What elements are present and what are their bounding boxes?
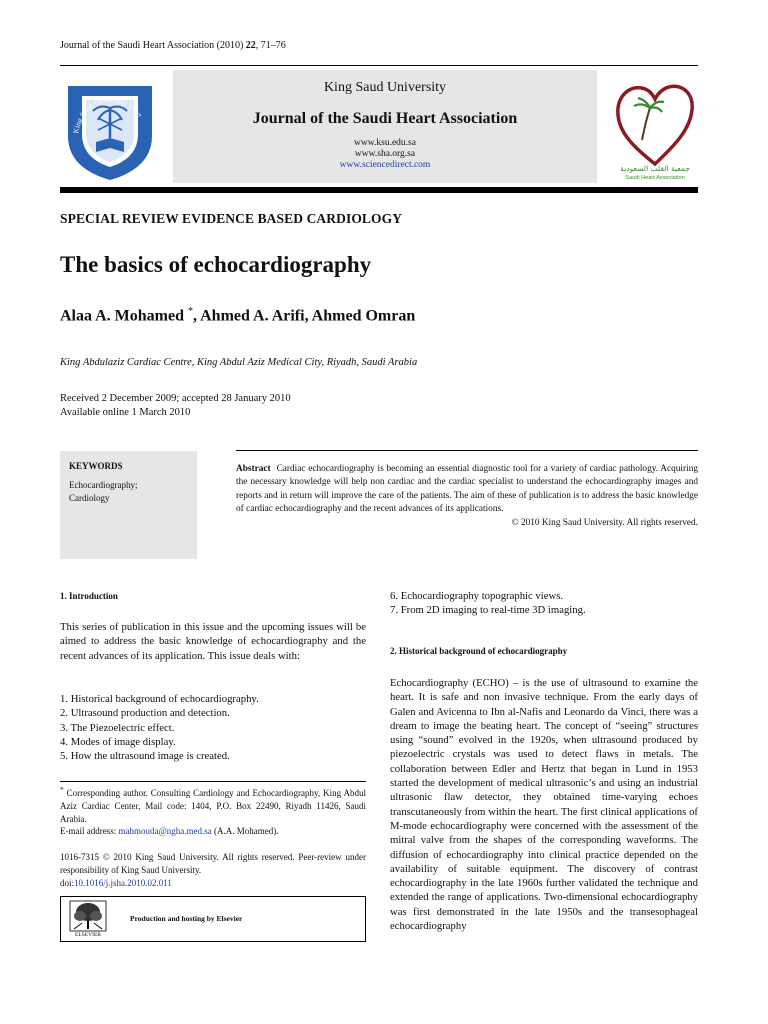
affiliation: King Abdulaziz Cardiac Centre, King Abdul Aziz Medical City, Riyadh, Saudi Arabia bbox=[60, 357, 418, 368]
sha-logo-arabic: جمعية القلب السعودية bbox=[620, 164, 690, 173]
list-item: 5. How the ultrasound image is created. bbox=[60, 750, 230, 763]
email-label: E-mail address: bbox=[60, 826, 119, 837]
author-1[interactable]: Alaa A. Mohamed bbox=[60, 307, 188, 325]
header-bottom-rule bbox=[60, 187, 698, 193]
topic-list bbox=[60, 692, 259, 763]
available-date: Available online 1 March 2010 bbox=[60, 407, 191, 418]
abstract-text: Cardiac echocardiography is becoming an essential diagnostic tool for a variety of cardiac pathology. Acquiring the necessary knowledge will help non cardiac and the cardiac specialist to understand the echocardiography images and reports and in return will improve the care of the patients. The aim of these of publication is to address the basic knowledge of cardiac echocardiography and the recent advances of its applications. bbox=[236, 464, 698, 515]
seal-text: King Saud University 1957 bbox=[71, 94, 143, 135]
footnote bbox=[60, 784, 366, 838]
authors-rest: , Ahmed A. Arifi, Ahmed Omran bbox=[193, 307, 416, 325]
received-date: Received 2 December 2009; accepted 28 January 2010 bbox=[60, 393, 291, 404]
issn-notice bbox=[60, 851, 366, 889]
corresponding-mark[interactable]: * bbox=[188, 306, 193, 317]
topic-list-continued bbox=[390, 589, 586, 618]
sha-logo-english: Saudi Heart Association bbox=[625, 175, 685, 181]
keywords-list bbox=[69, 479, 137, 505]
abstract-copyright: © 2010 King Saud University. All rights reserved. bbox=[511, 517, 698, 528]
list-item: 2. Ultrasound production and detection. bbox=[60, 707, 230, 720]
king-saud-university-seal-icon bbox=[60, 72, 160, 182]
abstract bbox=[236, 463, 698, 530]
author-list bbox=[60, 306, 415, 325]
journal-volume: 22 bbox=[245, 40, 256, 51]
history-paragraph: Echocardiography (ECHO) – is the use of ultrasound to examine the heart. It is safe and non invasive technique. From the early days of Galen and Avicenna to Ibn al-Nafis and Leonardo da Vinci, there was a dream to image the beating heart. The concept of “seeing” structures using “sound” evolved in the 1920s, when ultrasound produced by piezoelectric crystals was used to detect flaws in metals. The collaboration between Edler and Hertz that began in Lund in 1953 started the development of medical ultrasonic’s and using an industrial ultrasonic flaw detector, they obtained time-varying echoes transcutaneously from within the heart. The first clinical applications of M-mode echocardiography were concerned with the assessment of the mitral valve from the shapes of the corresponding waveforms. The diffusion of echocardiography into clinical practice depended on the availability of suitable equipment. The discovery of contrast echocardiography in the late 1960s further validated the technique and extended the range of applications. Two-dimensional echocardiography was first demonstrated in the late 1950s and the transesophageal echocardiography bbox=[390, 677, 698, 933]
header-top-rule bbox=[60, 65, 698, 66]
journal-name: Journal of the Saudi Heart Association bbox=[252, 110, 518, 127]
intro-heading: 1. Introduction bbox=[60, 591, 118, 601]
email-link[interactable]: mahmouda@ngha.med.sa bbox=[118, 826, 212, 837]
doi-link[interactable]: 10.1016/j.jsha.2010.02.011 bbox=[74, 877, 172, 888]
link-ksu[interactable]: www.ksu.edu.sa bbox=[354, 138, 416, 148]
abstract-label: Abstract bbox=[236, 464, 271, 474]
keyword-item: Echocardiography; bbox=[69, 480, 138, 490]
link-sciencedirect[interactable]: www.sciencedirect.com bbox=[339, 160, 431, 170]
keywords-heading: KEYWORDS bbox=[69, 461, 123, 471]
journal-pages: , 71–76 bbox=[255, 40, 286, 51]
saudi-heart-association-logo-icon bbox=[612, 72, 698, 182]
production-label: Production and hosting by Elsevier bbox=[130, 914, 243, 923]
footnote-mark: * bbox=[60, 785, 64, 794]
section-label: SPECIAL REVIEW EVIDENCE BASED CARDIOLOGY bbox=[60, 211, 403, 226]
list-item: 3. The Piezoelectric effect. bbox=[60, 721, 175, 734]
footnote-rule bbox=[60, 781, 366, 782]
university-name: King Saud University bbox=[323, 80, 447, 95]
footnote-text: Corresponding author. Consulting Cardiology and Echocardiography, King Abdul Aziz Cardiac Center, Mail code: 1404, P.O. Box 22490, Riyadh 11426, Saudi Arabia. bbox=[60, 788, 366, 824]
article-title: The basics of echocardiography bbox=[60, 252, 372, 277]
journal-citation-prefix: Journal of the Saudi Heart Association (2010) bbox=[60, 40, 246, 51]
list-item: 6. Echocardiography topographic views. bbox=[390, 590, 564, 602]
abstract-rule bbox=[236, 450, 698, 451]
history-heading: 2. Historical background of echocardiography bbox=[390, 646, 568, 656]
email-suffix: (A.A. Mohamed). bbox=[211, 826, 279, 837]
link-sha[interactable]: www.sha.org.sa bbox=[354, 149, 416, 159]
issn-text: 1016-7315 © 2010 King Saud University. All rights reserved. Peer-review under responsibility of King Saud University. bbox=[60, 852, 366, 875]
list-item: 1. Historical background of echocardiography. bbox=[60, 693, 259, 705]
doi-prefix: doi: bbox=[60, 877, 75, 888]
keyword-item: Cardiology bbox=[69, 493, 110, 503]
list-item: 4. Modes of image display. bbox=[60, 735, 176, 748]
elsevier-wordmark: ELSEVIER bbox=[75, 932, 101, 938]
list-item: 7. From 2D imaging to real-time 3D imaging. bbox=[390, 604, 586, 617]
intro-paragraph: This series of publication in this issue and the upcoming issues will be aimed to address the basic knowledge of echocardiography and the recent advances of its application. This issue deals with: bbox=[60, 621, 366, 662]
article-dates bbox=[60, 392, 291, 420]
journal-links bbox=[173, 138, 597, 171]
journal-citation bbox=[60, 40, 286, 51]
